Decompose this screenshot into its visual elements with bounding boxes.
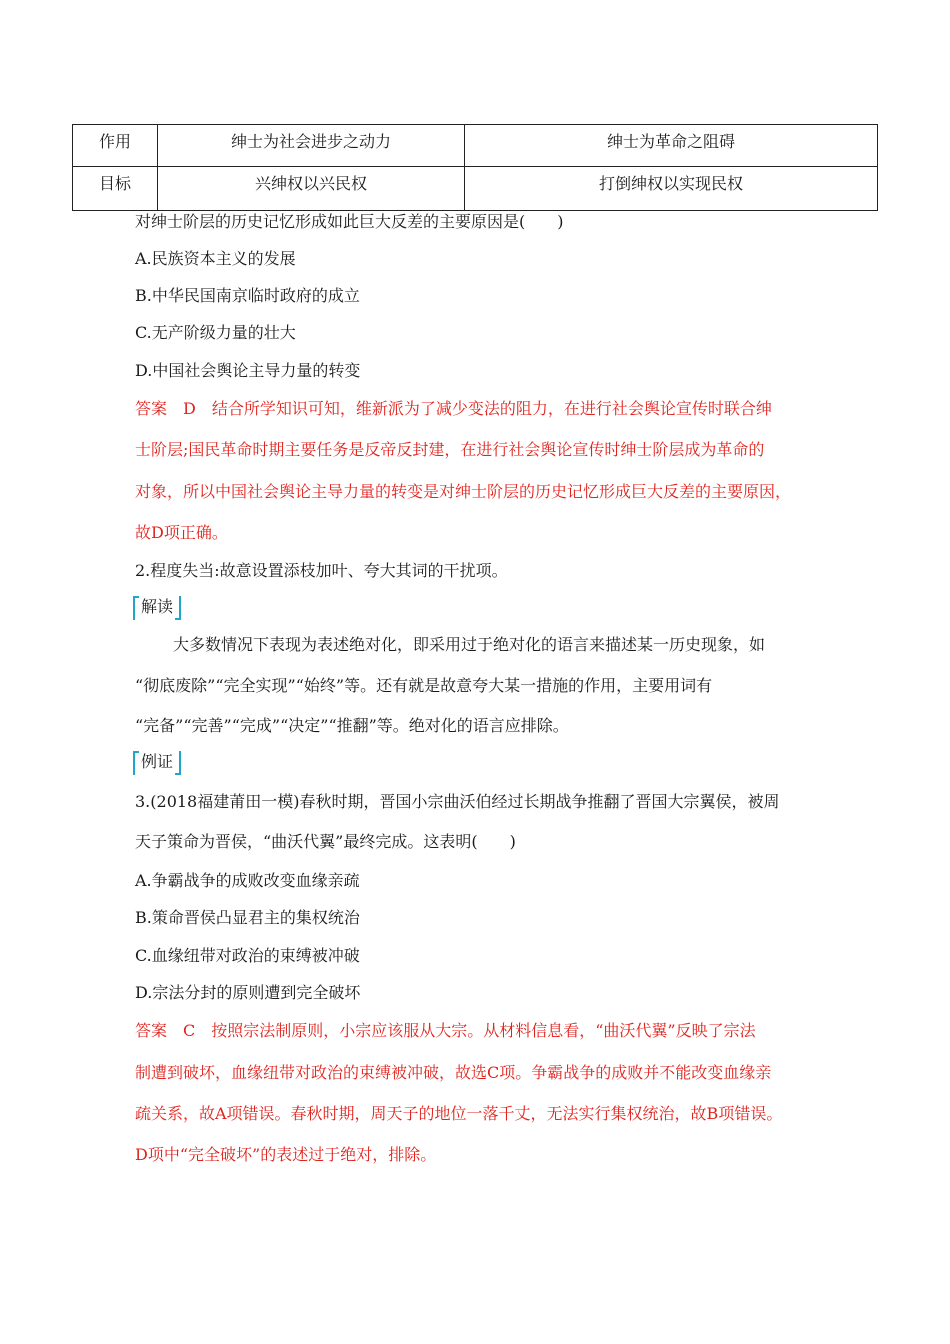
reading-line: “彻底废除”“完全实现”“始终”等。还有就是故意夸大某一措施的作用，主要用词有 xyxy=(135,676,713,695)
option-d: D.宗法分封的原则遭到完全破坏 xyxy=(135,983,361,1002)
option-c: C.无产阶级力量的壮大 xyxy=(135,323,296,342)
section-heading: 2.程度失当:故意设置添枝加叶、夸大其词的干扰项。 xyxy=(135,561,508,580)
option-d: D.中国社会舆论主导力量的转变 xyxy=(135,361,361,380)
option-b: B.中华民国南京临时政府的成立 xyxy=(135,286,360,305)
option-b: B.策命晋侯凸显君主的集权统治 xyxy=(135,908,360,927)
question-stem: 天子策命为晋侯，“曲沃代翼”最终完成。这表明( ) xyxy=(135,832,516,851)
row-label: 目标 xyxy=(73,167,158,211)
bracket-left-icon xyxy=(133,596,139,620)
table-cell: 绅士为革命之阻碍 xyxy=(465,125,878,167)
answer-line: D项中“完全破坏”的表述过于绝对，排除。 xyxy=(135,1145,437,1164)
option-a: A.民族资本主义的发展 xyxy=(135,249,296,268)
tag-label: 例证 xyxy=(141,752,174,771)
section-tag-reading xyxy=(133,596,181,618)
option-a: A.争霸战争的成败改变血缘亲疏 xyxy=(135,871,360,890)
reading-line: 大多数情况下表现为表述绝对化，即采用过于绝对化的语言来描述某一历史现象，如 xyxy=(173,635,766,654)
reading-line: “完备”“完善”“完成”“决定”“推翻”等。绝对化的语言应排除。 xyxy=(135,716,569,735)
table-cell: 打倒绅权以实现民权 xyxy=(465,167,878,211)
option-c: C.血缘纽带对政治的束缚被冲破 xyxy=(135,946,360,965)
answer-line: 士阶层;国民革命时期主要任务是反帝反封建，在进行社会舆论宣传时绅士阶层成为革命的 xyxy=(135,440,765,459)
table-cell: 绅士为社会进步之动力 xyxy=(158,125,465,167)
question-stem: 对绅士阶层的历史记忆形成如此巨大反差的主要原因是( ) xyxy=(135,212,564,231)
bracket-right-icon xyxy=(175,751,181,775)
answer-line: 对象，所以中国社会舆论主导力量的转变是对绅士阶层的历史记忆形成巨大反差的主要原因， xyxy=(135,482,792,501)
bracket-right-icon xyxy=(175,596,181,620)
tag-label: 解读 xyxy=(141,597,174,616)
bracket-left-icon xyxy=(133,751,139,775)
answer-line: 故D项正确。 xyxy=(135,523,228,542)
answer-line: 答案 D 结合所学知识可知，维新派为了减少变法的阻力，在进行社会舆论宣传时联合绅 xyxy=(135,399,772,418)
table-row xyxy=(73,167,878,211)
answer-line: 制遭到破坏，血缘纽带对政治的束缚被冲破，故选C项。争霸战争的成败并不能改变血缘亲 xyxy=(135,1063,772,1082)
answer-line: 答案 C 按照宗法制原则，小宗应该服从大宗。从材料信息看，“曲沃代翼”反映了宗法 xyxy=(135,1021,756,1040)
table-cell: 兴绅权以兴民权 xyxy=(158,167,465,211)
question-stem: 3.(2018福建莆田一模)春秋时期，晋国小宗曲沃伯经过长期战争推翻了晋国大宗翼侯，被周 xyxy=(135,792,780,811)
section-tag-example xyxy=(133,751,181,773)
row-label: 作用 xyxy=(73,125,158,167)
answer-line: 疏关系，故A项错误。春秋时期，周天子的地位一落千丈，无法实行集权统治，故B项错误。 xyxy=(135,1104,783,1123)
comparison-table xyxy=(72,124,878,211)
table-row xyxy=(73,125,878,167)
